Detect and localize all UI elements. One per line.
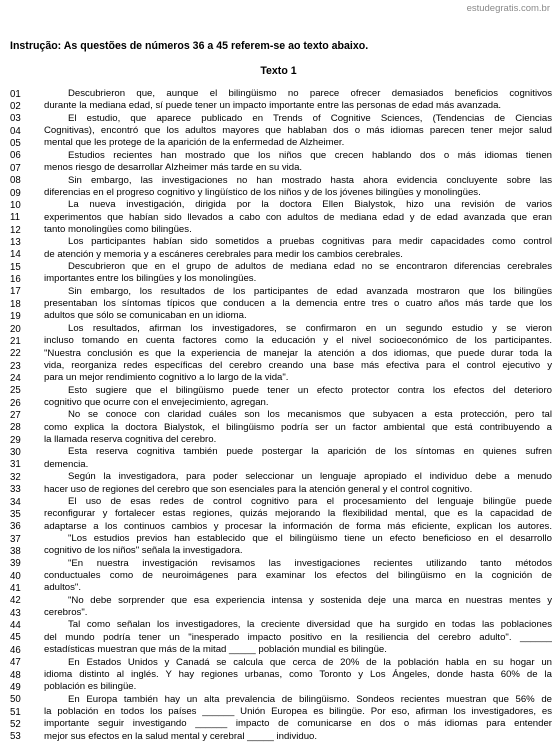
line-number: 27 <box>10 410 21 422</box>
line-text: del mundo podría tener un "inesperado impacto positivo en la resiliencia del cerebro adulto". ______ <box>44 631 552 643</box>
line-text: la población en todos los países ______ Unión Europea es bilingüe. Por eso, afirman los investigadores, es <box>44 705 552 717</box>
line-number: 20 <box>10 323 21 335</box>
line-text: Sin embargo, los resultados de los participantes de edad avanzada mostraron que los bilingües <box>68 285 552 297</box>
text-line <box>10 694 552 706</box>
text-line <box>10 570 552 582</box>
text-line <box>10 718 552 730</box>
line-text: mejor sus efectos en la salud mental y cerebral _____ individuo. <box>44 730 318 742</box>
line-text: de atención y memoria y a escáneres cerebrales para medir los cambios cerebrales. <box>44 248 403 260</box>
text-line <box>10 533 552 545</box>
line-text: Los resultados, afirman los investigadores, se confirmaron en un segundo estudio y se vieron <box>68 322 552 334</box>
line-text: durante la mediana edad, sí puede tener un impacto importante entre las personas de edad más avanzada. <box>44 100 502 112</box>
line-text: Esta reserva cognitiva también puede postergar la aparición de los síntomas en quienes sufren <box>68 446 552 458</box>
line-text: incluso tomando en cuenta factores como la educación y el nivel socioeconómico de los participantes. <box>44 335 552 347</box>
line-number: 26 <box>10 397 21 409</box>
line-number: 44 <box>10 620 21 632</box>
text-line <box>10 657 552 669</box>
line-number: 50 <box>10 694 21 706</box>
line-text: cerebros". <box>44 607 88 619</box>
line-number: 42 <box>10 595 21 607</box>
line-text: adaptarse a los continuos cambios y procesar la información de forma más eficiente, explican los autores. <box>44 520 552 532</box>
line-number: 17 <box>10 286 21 298</box>
line-text: demencia. <box>44 458 89 470</box>
line-number: 24 <box>10 372 21 384</box>
line-text: En Estados Unidos y Canadá se calcula que cerca de 20% de la población habla en su hogar un <box>68 656 552 668</box>
line-number: 02 <box>10 101 21 113</box>
text-line <box>10 607 552 619</box>
text-line <box>10 619 552 631</box>
line-number: 10 <box>10 199 21 211</box>
line-number: 38 <box>10 545 21 557</box>
text-line <box>10 595 552 607</box>
line-text: mental que les protege de la aparición de la enfermedad de Alzheimer. <box>44 137 345 149</box>
text-line <box>10 175 552 187</box>
line-number: 32 <box>10 471 21 483</box>
line-number: 47 <box>10 657 21 669</box>
text-line <box>10 385 552 397</box>
text-line <box>10 236 552 248</box>
line-text: idioma distinto al inglés. Y hay regiones urbanas, como Toronto y Los Ángeles, donde hasta 60% de la <box>44 668 552 680</box>
line-text: El estudio, que aparece publicado en Trends of Cognitive Sciences, (Tendencias de Ciencias <box>68 112 552 124</box>
line-text: estadísticas muestran que más de la mitad _____ población mundial es bilingüe. <box>44 644 387 656</box>
line-number: 43 <box>10 607 21 619</box>
text-line <box>10 434 552 446</box>
line-number: 31 <box>10 459 21 471</box>
text-line <box>10 298 552 310</box>
text-line <box>10 224 552 236</box>
line-text: Cognitivas), encontró que los adultos mayores que hablaban dos o más idiomas parecen tener mejor salud <box>44 125 552 137</box>
text-line <box>10 422 552 434</box>
line-text: reconfigurar y fortalecer estas regiones, quizás mejorando la flexibilidad mental, que es la capacidad de <box>44 508 552 520</box>
line-number: 51 <box>10 706 21 718</box>
line-text: como explica la doctora Bialystok, el bilingüismo podría ser un factor ambiental que está contribuyendo a <box>44 421 552 433</box>
text-line <box>10 212 552 224</box>
text-line <box>10 397 552 409</box>
line-text: cognitivo de los niños" señala la investigadora. <box>44 545 243 557</box>
line-number: 09 <box>10 187 21 199</box>
line-number: 35 <box>10 508 21 520</box>
line-number: 13 <box>10 236 21 248</box>
line-number: 04 <box>10 125 21 137</box>
instruction-heading: Instrução: As questões de números 36 a 45 referem-se ao texto abaixo. <box>10 40 369 52</box>
line-text: La nueva investigación, dirigida por la doctora Ellen Bialystok, hizo una revisión de varios <box>68 199 552 211</box>
text-title: Texto 1 <box>260 65 297 77</box>
line-number: 19 <box>10 311 21 323</box>
text-line <box>10 249 552 261</box>
text-line <box>10 521 552 533</box>
text-line <box>10 261 552 273</box>
line-number: 48 <box>10 669 21 681</box>
line-number: 33 <box>10 484 21 496</box>
line-number: 30 <box>10 447 21 459</box>
text-line <box>10 88 552 100</box>
line-number: 01 <box>10 88 21 100</box>
line-number: 39 <box>10 558 21 570</box>
text-line <box>10 273 552 285</box>
line-text: adultos que sólo se comunicaban en un idioma. <box>44 310 247 322</box>
line-number: 34 <box>10 496 21 508</box>
text-line <box>10 669 552 681</box>
text-line <box>10 731 552 743</box>
line-number: 45 <box>10 632 21 644</box>
line-number: 16 <box>10 274 21 286</box>
line-number: 12 <box>10 224 21 236</box>
line-text: "Nuestra conclusión es que la experiencia de manejar la atención a dos idiomas, que puede durar toda la <box>44 347 552 359</box>
line-text: Descubrieron que en el grupo de adultos de mediana edad no se encontraron diferencias cerebrales <box>68 261 552 273</box>
text-line <box>10 286 552 298</box>
line-text: población es bilingüe. <box>44 681 137 693</box>
line-text: "En nuestra investigación revisamos las investigaciones recientes utilizando tanto métodos <box>68 557 552 569</box>
text-line <box>10 484 552 496</box>
line-number: 36 <box>10 521 21 533</box>
line-text: Estudios recientes han mostrado que los niños que crecen hablando dos o más idiomas tienen <box>68 149 552 161</box>
text-line <box>10 681 552 693</box>
text-line <box>10 199 552 211</box>
text-line <box>10 545 552 557</box>
line-number: 22 <box>10 348 21 360</box>
line-number: 23 <box>10 360 21 372</box>
text-line <box>10 335 552 347</box>
line-number: 03 <box>10 113 21 125</box>
text-line <box>10 348 552 360</box>
line-text: adultos". <box>44 582 82 594</box>
line-number: 07 <box>10 162 21 174</box>
line-text: Descubrieron que, aunque el bilingüismo no parece ofrecer demasiados beneficios cognitivos <box>68 88 552 99</box>
line-text: "Los estudios previos han establecido que el bilingüismo tiene un efecto beneficioso en el desarrollo <box>68 532 552 544</box>
line-text: El uso de esas redes de control cognitivo para el procesamiento del lenguaje bilingüe puede <box>68 495 552 507</box>
text-line <box>10 496 552 508</box>
line-text: Esto sugiere que el bilingüismo puede tener un efecto protector contra los efectos del deterioro <box>68 384 552 396</box>
text-line <box>10 187 552 199</box>
text-line <box>10 706 552 718</box>
line-number: 05 <box>10 138 21 150</box>
line-number: 40 <box>10 570 21 582</box>
line-number: 15 <box>10 261 21 273</box>
text-line <box>10 446 552 458</box>
line-text: hacer uso de regiones del cerebro que son esenciales para la atención general y el control cognitivo. <box>44 483 473 495</box>
line-number: 18 <box>10 298 21 310</box>
line-number: 52 <box>10 719 21 730</box>
line-text: importante seguir investigando ______ impacto de comunicarse en dos o más idiomas para entender <box>44 718 552 730</box>
line-number: 29 <box>10 434 21 446</box>
line-number: 46 <box>10 644 21 656</box>
line-text: En Europa también hay un alta prevalencia de bilingüismo. Sondeos recientes muestran que 56% de <box>68 693 552 705</box>
text-line <box>10 558 552 570</box>
line-number: 21 <box>10 335 21 347</box>
line-text: "No debe sorprender que esa experiencia intensa y sostenida deje una marca en nuestras mentes y <box>68 594 552 606</box>
line-number: 25 <box>10 385 21 397</box>
text-line <box>10 113 552 125</box>
line-number: 08 <box>10 175 21 187</box>
text-line <box>10 632 552 644</box>
line-text: diferencias en el progreso cognitivo y lingüístico de los niños y de los jóvenes bilingües y monolingües. <box>44 186 481 198</box>
text-line <box>10 310 552 322</box>
line-text: conductuales como de neuroimágenes para examinar los efectos del bilingüismo en la cognición de <box>44 570 552 582</box>
text-line <box>10 508 552 520</box>
line-number: 53 <box>10 731 21 743</box>
text-line <box>10 137 552 149</box>
watermark: estudegratis.com.br <box>466 3 550 14</box>
line-text: Según la investigadora, para poder seleccionar un lenguaje apropiado el individuo debe a menudo <box>68 471 552 483</box>
line-number: 37 <box>10 533 21 545</box>
text-line <box>10 459 552 471</box>
line-text: la llamada reserva cognitiva del cerebro. <box>44 434 217 446</box>
text-body <box>10 88 552 743</box>
text-line <box>10 360 552 372</box>
text-line <box>10 372 552 384</box>
line-number: 14 <box>10 249 21 261</box>
line-text: experimentos que habían sido llevados a cabo con adultos de mediana edad y de edad avanzada que eran <box>44 211 552 223</box>
line-text: No se conoce con claridad cuáles son los mecanismos que subyacen a esta protección, pero tal <box>68 409 552 421</box>
text-line <box>10 409 552 421</box>
text-line <box>10 644 552 656</box>
text-line <box>10 100 552 112</box>
text-line <box>10 150 552 162</box>
line-text: Tal como señalan los investigadores, la creciente diversidad que ha surgido en todas las poblaciones <box>68 619 552 631</box>
line-number: 06 <box>10 150 21 162</box>
line-text: Sin embargo, las investigaciones no han mostrado hasta ahora evidencia concluyente sobre las <box>68 174 552 186</box>
text-line <box>10 125 552 137</box>
line-number: 28 <box>10 422 21 434</box>
line-number: 49 <box>10 681 21 693</box>
text-line <box>10 323 552 335</box>
line-number: 11 <box>10 212 21 224</box>
text-line <box>10 162 552 174</box>
text-line <box>10 471 552 483</box>
line-number: 41 <box>10 583 21 595</box>
line-text: importantes entre los bilingües y los monolingües. <box>44 273 257 285</box>
line-text: presentaban los síntomas típicos que conducen a la demencia entre tres o cuatro años más tarde que los <box>44 298 552 310</box>
line-text: cognitivo que ocurre con el envejecimiento, agregan. <box>44 396 269 408</box>
line-text: vida, reorganiza redes específicas del cerebro creando una base más efectiva para el control ejecutivo y <box>44 359 552 371</box>
line-text: menos riesgo de desarrollar Alzheimer más tarde en su vida. <box>44 162 303 174</box>
line-text: Los participantes habían sido sometidos a pruebas cognitivas para medir capacidades como control <box>68 236 552 248</box>
line-text: tanto monolingües como bilingües. <box>44 223 192 235</box>
line-text: para un mejor rendimiento cognitivo a lo largo de la vida". <box>44 372 289 384</box>
text-line <box>10 582 552 594</box>
